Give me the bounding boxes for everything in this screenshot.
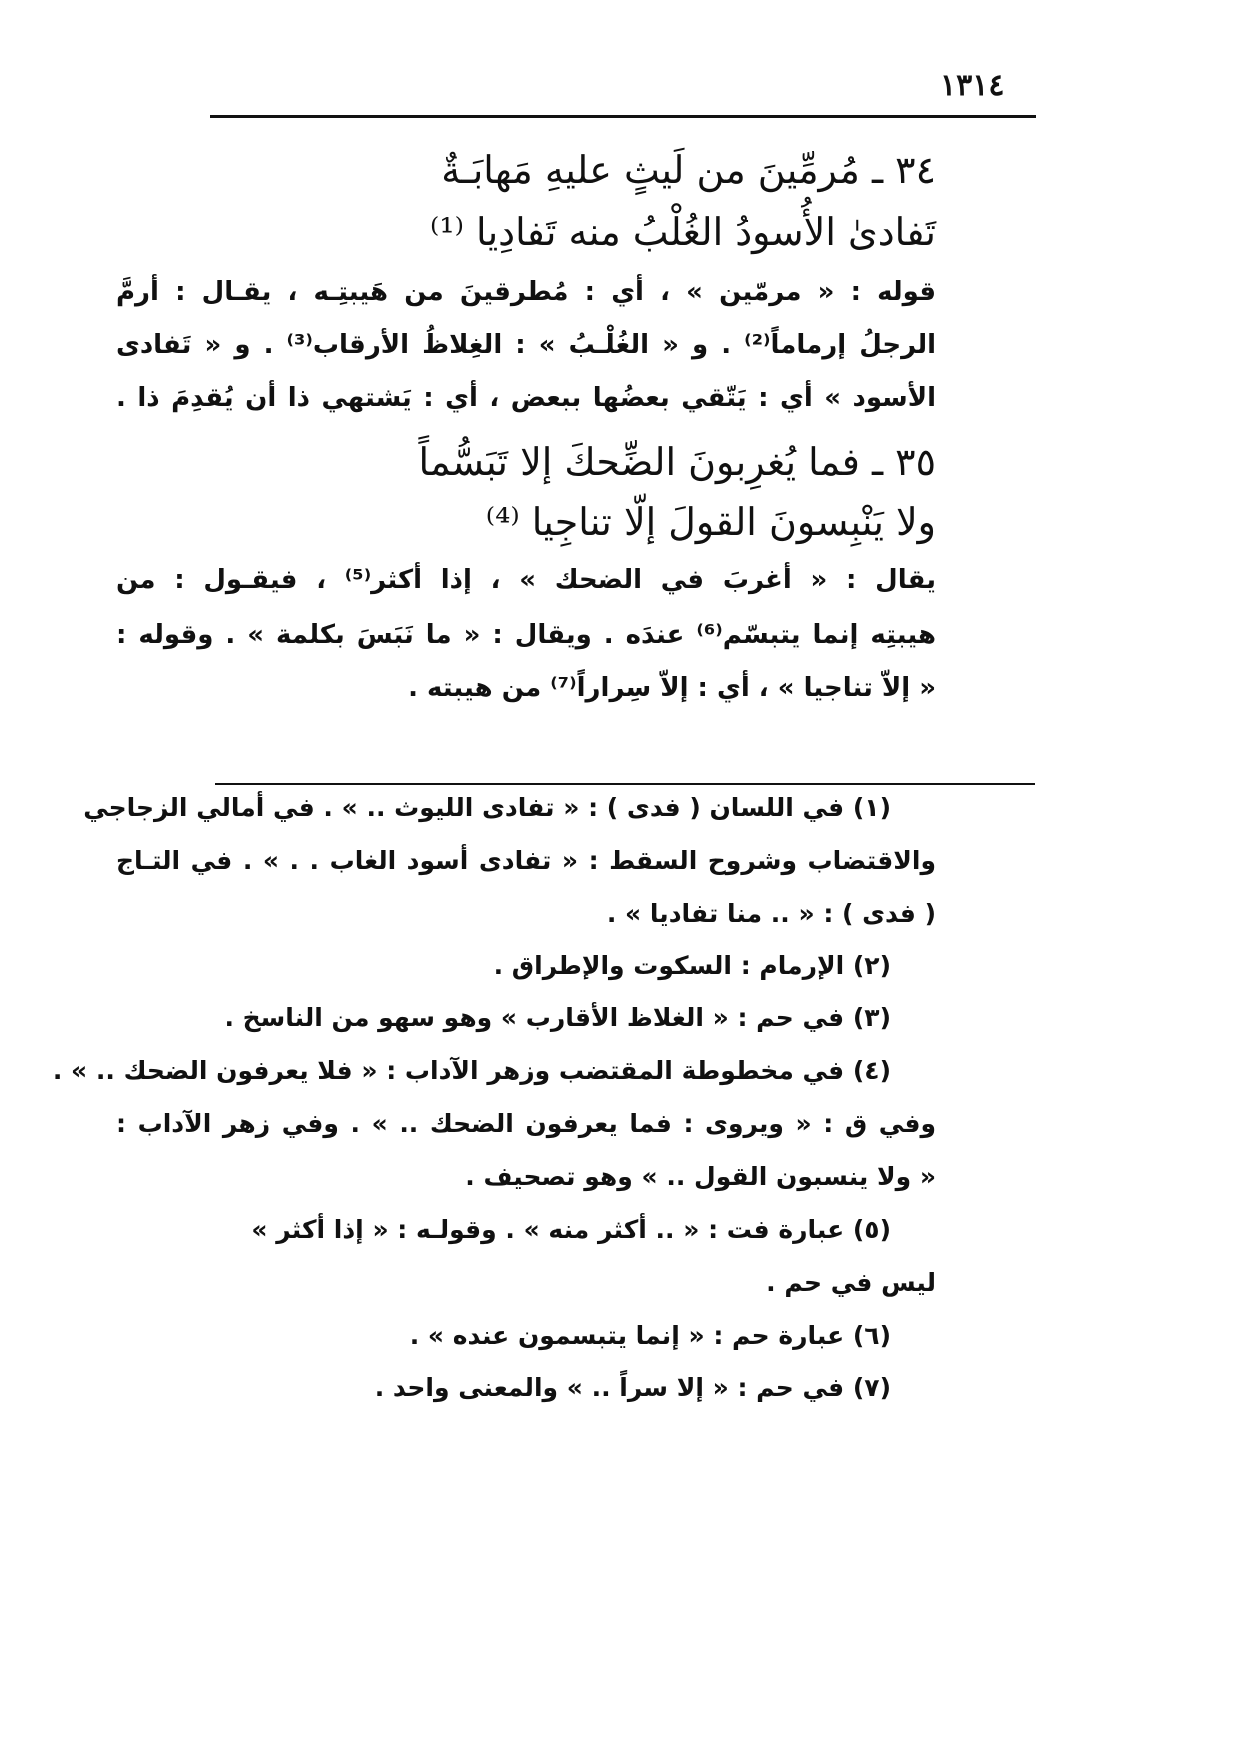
footnote-4-line-2: وفي ق : « ويروى : فما يعرفون الضحك .. » . وفي زهر الآداب :: [116, 1109, 936, 1138]
footnote-3: (٣) في حم : « الغلاظ الأقارب » وهو سهو من الناسخ .: [224, 1003, 891, 1032]
commentary-35-line-3: « إلاّ تناجيا » ، أي : إلاّ سِراراً⁽⁷⁾ من هيبته .: [408, 673, 936, 703]
footnote-rule: [215, 783, 1035, 785]
verse-35-line-2: ولا يَنْبِسونَ القولَ إلّا تناجِيا ⁽⁴⁾: [485, 500, 936, 544]
page-number: ١٣١٤: [940, 68, 1005, 103]
commentary-35-line-1: يقال : « أغربَ في الضحك » ، إذا أكثر⁽⁵⁾ ، فيقـول : من: [116, 565, 936, 595]
header-rule: [210, 115, 1036, 118]
footnote-6: (٦) عبارة حم : « إنما يتبسمون عنده » .: [409, 1321, 891, 1350]
footnote-5-line-2: ليس في حم .: [766, 1268, 936, 1297]
verse-34-line-2: تَفادىٰ الأُسودُ الغُلْبُ منه تَفادِيا ⁽¹⁾: [430, 210, 936, 254]
commentary-34-line-1: قوله : « مرمّين » ، أي : مُطرقينَ من هَيبتِـه ، يقـال : أرمَّ: [116, 277, 936, 307]
verse-35-line-1: ٣٥ ـ فما يُغرِبونَ الضِّحكَ إلا تَبَسُّماً: [418, 440, 936, 484]
commentary-34-line-2: الرجلُ إرماماً⁽²⁾ . و « الغُلْـبُ » : الغِلاظُ الأرقاب⁽³⁾ . و « تَفادى: [116, 330, 936, 360]
footnote-2: (٢) الإرمام : السكوت والإطراق .: [493, 951, 891, 980]
footnote-4-line-1: (٤) في مخطوطة المقتضب وزهر الآداب : « فلا يعرفون الضحك .. » .: [52, 1056, 891, 1085]
footnote-5-line-1: (٥) عبارة فت : « .. أكثر منه » . وقولـه : « إذا أكثر »: [251, 1215, 891, 1244]
footnote-1-line-2: والاقتضاب وشروح السقط : « تفادى أسود الغاب . . » . في التـاج: [116, 846, 936, 875]
commentary-35-line-2: هيبتِه إنما يتبسّم⁽⁶⁾ عندَه . ويقال : « ما نَبَسَ بكلمة » . وقوله :: [116, 620, 936, 650]
footnote-7: (٧) في حم : « إلا سراً .. » والمعنى واحد .: [374, 1373, 891, 1402]
verse-34-line-1: ٣٤ ـ مُرمِّينَ من لَيثٍ عليهِ مَهابَـةٌ: [441, 148, 936, 192]
footnote-4-line-3: « ولا ينسبون القول .. » وهو تصحيف .: [465, 1162, 936, 1191]
footnote-1-line-1: (١) في اللسان ( فدى ) : « تفادى الليوث .. » . في أمالي الزجاجي: [83, 793, 891, 822]
footnote-1-line-3: ( فدى ) : « .. منا تفاديا » .: [606, 899, 936, 928]
commentary-34-line-3: الأسود » أي : يَتّقي بعضُها ببعض ، أي : يَشتهي ذا أن يُقدِمَ ذا .: [116, 383, 936, 413]
